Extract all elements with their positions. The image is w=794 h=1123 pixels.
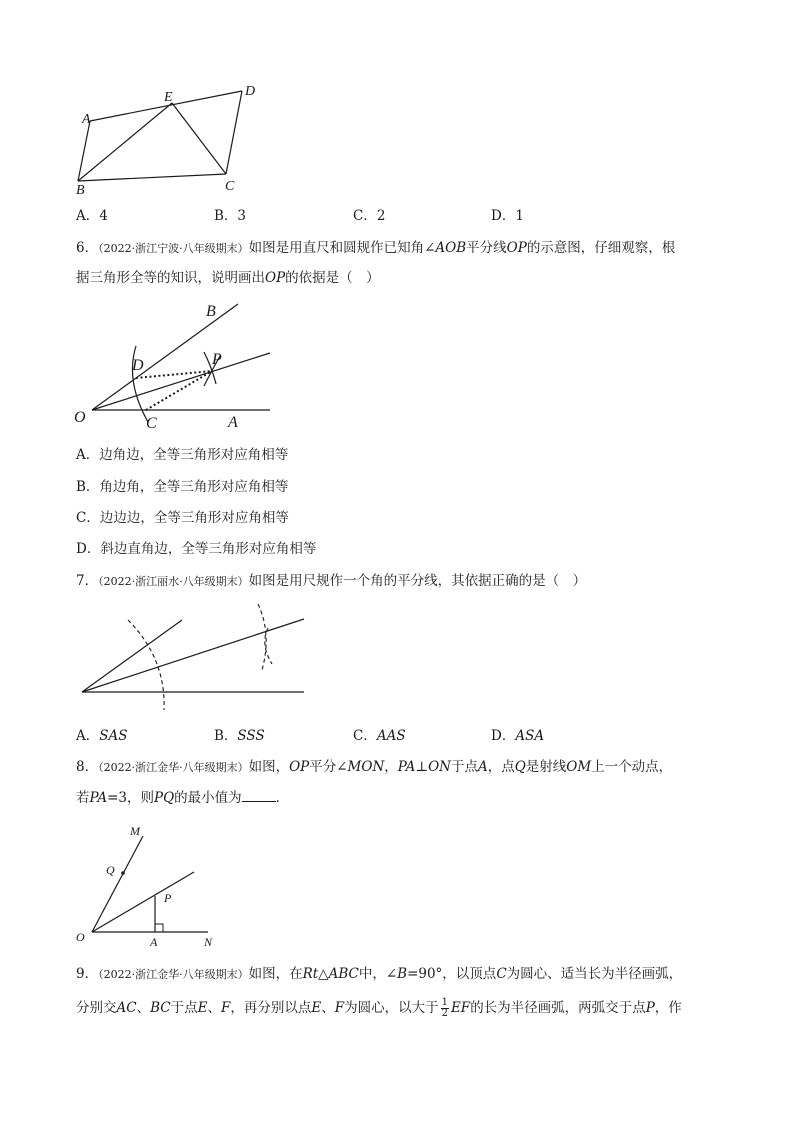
right-angle-mark — [155, 924, 163, 932]
arc-dashed-main — [128, 620, 164, 710]
q7-option-c[interactable]: C．AAS — [353, 728, 406, 744]
q5-option-d[interactable]: D．1 — [491, 208, 524, 224]
q8-source: （2022·浙江金华·八年级期末） — [98, 761, 249, 774]
q6-option-d[interactable]: D．斜边直角边，全等三角形对应角相等 — [76, 541, 317, 557]
q7-option-d[interactable]: D．ASA — [491, 728, 545, 744]
q6-number: 6． — [76, 240, 99, 256]
q5-figure — [70, 78, 270, 198]
segment-dc — [226, 91, 242, 174]
q6-source: （2022·浙江宁波·八年级期末） — [98, 242, 249, 255]
q9-source: （2022·浙江金华·八年级期末） — [98, 968, 249, 981]
point-q — [121, 871, 125, 875]
segment-cb — [78, 174, 226, 181]
label-d: D — [245, 84, 256, 99]
label-a: A — [228, 414, 238, 431]
label-o: O — [74, 409, 86, 426]
ray-bisector — [82, 619, 304, 692]
answer-blank[interactable] — [242, 787, 276, 802]
q6-figure — [70, 296, 280, 434]
label-d: D — [132, 357, 144, 374]
q9-number: 9． — [76, 966, 99, 982]
label-a: A — [150, 935, 158, 949]
label-a: A — [82, 112, 91, 127]
segment-ec — [172, 103, 226, 174]
label-q: Q — [106, 863, 115, 877]
q8-stem-line-2: 若PA=3，则PQ的最小值为 ． — [76, 787, 289, 808]
q8-figure — [70, 816, 230, 952]
q6-option-a[interactable]: A．边角边，全等三角形对应角相等 — [76, 447, 289, 463]
q6-stem-line-1: 6．（2022·浙江宁波·八年级期末）如图是用直尺和圆规作已知角∠AOB平分线OP的示意图，仔细观察，根 — [76, 240, 676, 256]
q5-option-b[interactable]: B．3 — [214, 208, 247, 224]
label-p: P — [164, 891, 172, 905]
label-m: M — [130, 824, 140, 838]
label-p: P — [212, 351, 222, 368]
label-b: B — [76, 183, 85, 198]
label-e: E — [164, 90, 173, 105]
fraction-one-half: $\frac{1}{2}$ — [441, 997, 448, 1019]
q7-figure — [76, 600, 312, 715]
q7-stem: 7．（2022·浙江丽水·八年级期末）如图是用尺规作一个角的平分线，其依据正确的是（ ） — [76, 573, 587, 589]
q5-option-a[interactable]: A．4 — [76, 208, 108, 224]
label-b: B — [206, 303, 216, 320]
q6-option-b[interactable]: B．角边角，全等三角形对应角相等 — [76, 479, 289, 495]
ray-op — [92, 353, 270, 410]
q5-option-c[interactable]: C．2 — [353, 208, 386, 224]
q7-number: 7． — [76, 573, 99, 589]
q8-number: 8． — [76, 759, 99, 775]
label-n: N — [204, 935, 213, 949]
q6-option-c[interactable]: C．边边边，全等三角形对应角相等 — [76, 510, 289, 526]
label-o: O — [76, 930, 85, 944]
q9-stem-line-2: 分别交AC、BC于点E、F，再分别以点E、F为圆心，以大于 $\frac{1}{2}$ EF的长为半径画弧，两弧交于点P，作 — [76, 997, 682, 1019]
label-c: C — [146, 415, 157, 432]
q7-option-a[interactable]: A．SAS — [76, 728, 128, 744]
q7-source: （2022·浙江丽水·八年级期末） — [98, 575, 249, 588]
q7-option-b[interactable]: B．SSS — [214, 728, 265, 744]
q8-stem-line-1: 8．（2022·浙江金华·八年级期末）如图，OP平分∠MON，PA⊥ON于点A，点Q是射线OM上一个动点， — [76, 759, 673, 775]
q6-stem-line-2: 据三角形全等的知识，说明画出OP的依据是（ ） — [76, 270, 380, 286]
ray-upper — [82, 620, 182, 692]
label-c: C — [225, 179, 235, 194]
q9-stem-line-1: 9．（2022·浙江金华·八年级期末）如图，在Rt△ABC中，∠B=90°，以顶点C为圆心、适当长为半径画弧， — [76, 966, 683, 982]
